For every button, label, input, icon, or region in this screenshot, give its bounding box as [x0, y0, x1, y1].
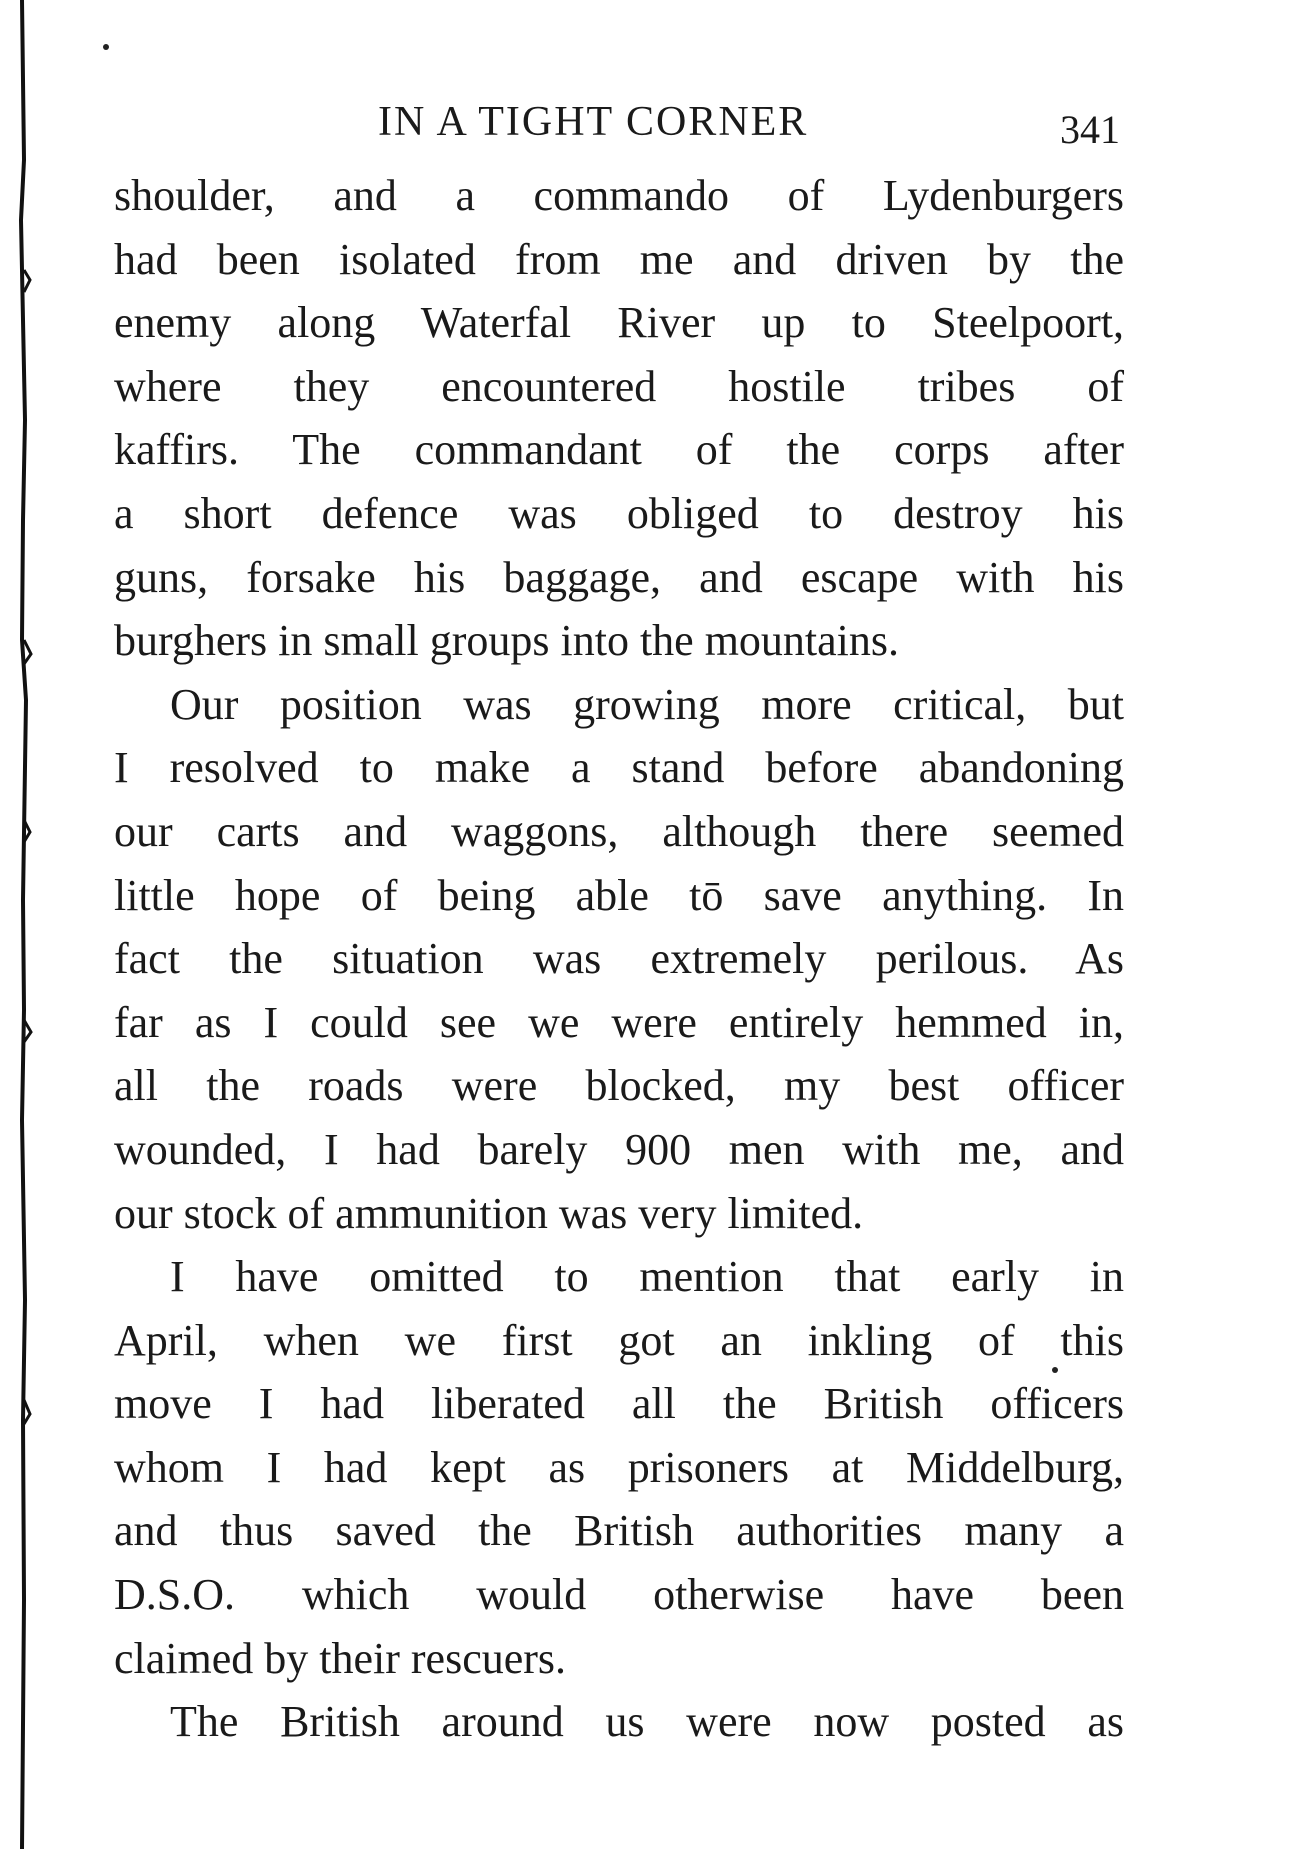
text-line: kaffirs. The commandant of the corps after	[114, 425, 1124, 475]
text-line: shoulder, and a commando of Lydenburgers	[114, 171, 1124, 220]
page-number: 341	[1060, 107, 1120, 152]
text-line: and thus saved the British authorities many a	[114, 1506, 1124, 1556]
text-line: wounded, I had barely 900 men with me, and	[114, 1124, 1124, 1174]
binding-edge-shadow	[14, 0, 44, 1849]
text-line: enemy along Waterfal River up to Steelpoort,	[114, 298, 1124, 348]
paragraph-4	[114, 1690, 1124, 1754]
text-line: burghers in small groups into the mountains.	[114, 616, 900, 666]
text-line: whom I had kept as prisoners at Middelburg,	[114, 1442, 1124, 1492]
text-line: I resolved to make a stand before abandoning	[114, 743, 1124, 793]
text-line: The British around us were now posted as	[170, 1697, 1124, 1747]
text-line: little hope of being able tō save anything. In	[114, 870, 1124, 920]
text-line: our carts and waggons, although there seemed	[114, 806, 1124, 856]
paragraph-3	[114, 1245, 1124, 1690]
text-line: all the roads were blocked, my best officer	[114, 1061, 1124, 1111]
text-line: move I had liberated all the British officers	[114, 1379, 1124, 1429]
text-line: had been isolated from me and driven by the	[114, 234, 1124, 284]
page-speck	[103, 44, 109, 50]
text-line: a short defence was obliged to destroy his	[114, 488, 1124, 538]
text-line: our stock of ammunition was very limited.	[114, 1188, 864, 1238]
running-head-title: IN A TIGHT CORNER	[378, 99, 809, 145]
paragraph-2	[114, 673, 1124, 1245]
paragraph-1	[114, 164, 1124, 673]
body-text	[114, 164, 1124, 1754]
text-line: fact the situation was extremely perilous. As	[114, 934, 1124, 984]
text-line: I have omitted to mention that early in	[170, 1252, 1124, 1302]
text-line: claimed by their rescuers.	[114, 1633, 567, 1683]
text-line: D.S.O. which would otherwise have been	[114, 1570, 1124, 1620]
text-line: where they encountered hostile tribes of	[114, 361, 1124, 411]
text-line: guns, forsake his baggage, and escape with his	[114, 552, 1124, 602]
text-line: far as I could see we were entirely hemmed in,	[114, 997, 1124, 1047]
text-line: April, when we first got an inkling of this	[114, 1315, 1124, 1365]
running-head	[120, 98, 1120, 154]
text-line: Our position was growing more critical, but	[170, 679, 1124, 729]
